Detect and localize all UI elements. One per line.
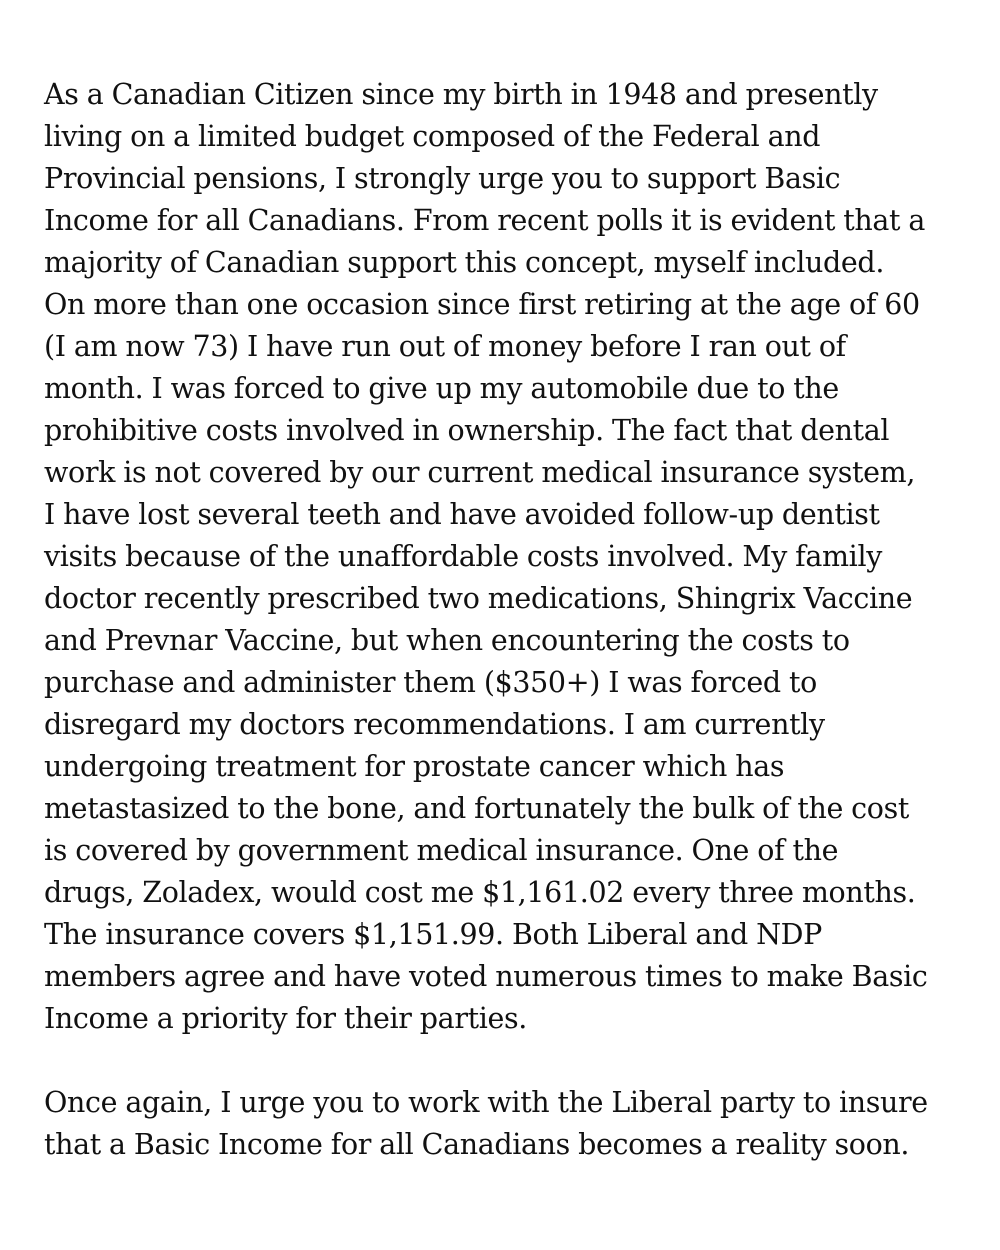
text-line: The insurance covers $1,151.99. Both Liberal and NDP	[44, 918, 822, 951]
paragraph-spacer	[44, 1040, 974, 1082]
text-line: Income for all Canadians. From recent polls it is evident that a	[44, 204, 925, 237]
text-line: that a Basic Income for all Canadians becomes a reality soon.	[44, 1128, 910, 1161]
text-line: I have lost several teeth and have avoided follow-up dentist	[44, 498, 880, 531]
text-line: As a Canadian Citizen since my birth in 1948 and presently	[44, 78, 878, 111]
text-line: (I am now 73) I have run out of money before I ran out of	[44, 330, 846, 363]
paragraph-1	[44, 74, 974, 1040]
paragraph-2	[44, 1082, 974, 1166]
text-line: doctor recently prescribed two medications, Shingrix Vaccine	[44, 582, 913, 615]
text-line: Once again, I urge you to work with the Liberal party to insure	[44, 1086, 928, 1119]
text-line: drugs, Zoladex, would cost me $1,161.02 every three months.	[44, 876, 916, 909]
text-line: prohibitive costs involved in ownership. The fact that dental	[44, 414, 890, 447]
text-line: metastasized to the bone, and fortunately the bulk of the cost	[44, 792, 909, 825]
text-line: month. I was forced to give up my automobile due to the	[44, 372, 839, 405]
text-line: visits because of the unaffordable costs involved. My family	[44, 540, 882, 573]
text-line: purchase and administer them ($350+) I was forced to	[44, 666, 817, 699]
text-line: members agree and have voted numerous times to make Basic	[44, 960, 928, 993]
text-line: majority of Canadian support this concept, myself included.	[44, 246, 885, 279]
text-line: On more than one occasion since first retiring at the age of 60	[44, 288, 920, 321]
text-line: Income a priority for their parties.	[44, 1002, 527, 1035]
text-line: undergoing treatment for prostate cancer which has	[44, 750, 785, 783]
text-line: is covered by government medical insurance. One of the	[44, 834, 839, 867]
text-line: and Prevnar Vaccine, but when encountering the costs to	[44, 624, 850, 657]
text-line: work is not covered by our current medical insurance system,	[44, 456, 916, 489]
text-line: Provincial pensions, I strongly urge you to support Basic	[44, 162, 841, 195]
text-line: living on a limited budget composed of the Federal and	[44, 120, 821, 153]
text-line: disregard my doctors recommendations. I am currently	[44, 708, 825, 741]
letter-body	[44, 74, 974, 1166]
